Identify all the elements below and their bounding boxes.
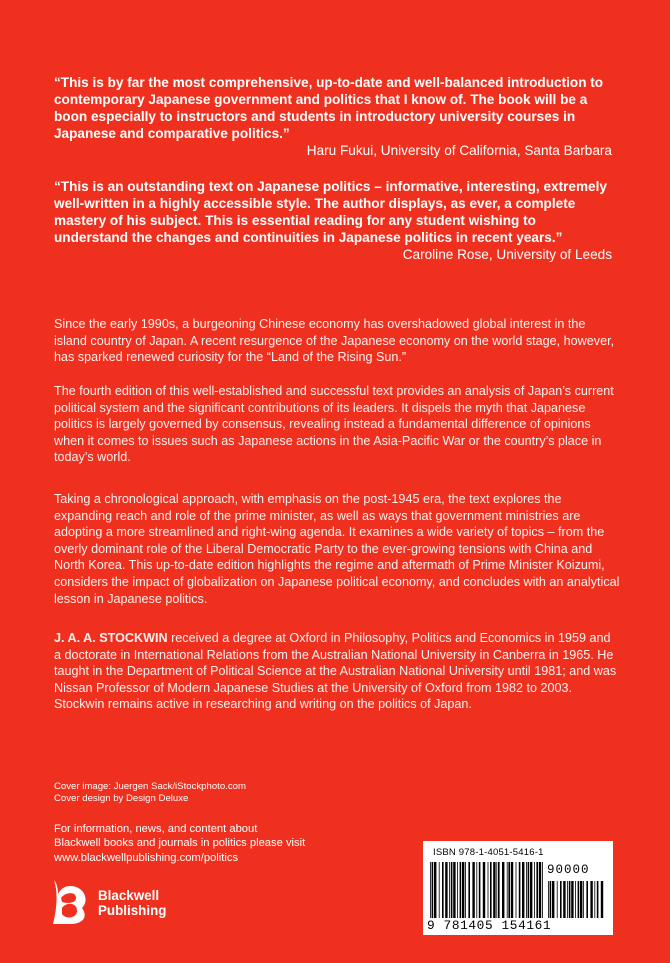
price-code: 90000 xyxy=(547,863,590,877)
publisher-name xyxy=(98,888,166,918)
description-paragraph-1: Since the early 1990s, a burgeoning Chinese economy has overshadowed global interest in the island country of Japan. A recent resurgence of the Japanese economy on the world stage, however, has sparked renewed curiosity for the “Land of the Rising Sun.” xyxy=(54,317,615,365)
publisher-logo xyxy=(48,878,188,926)
quote-text: “This is an outstanding text on Japanese politics – informative, interesting, extremely well-written in a highly accessible style. The author displays, as ever, a complete mastery of his subject. This is essential reading for any student wishing to understand the changes and continuities in Japanese politics in recent years.” xyxy=(54,179,607,245)
isbn-barcode xyxy=(423,841,613,935)
info-line-1: For information, news, and content about xyxy=(54,823,258,835)
quote-attribution: Haru Fukui, University of California, Santa Barbara xyxy=(306,143,612,158)
review-quote-1 xyxy=(54,74,612,159)
author-name: J. A. A. STOCKWIN xyxy=(54,631,168,645)
ean-barcode-icon xyxy=(429,862,545,918)
quote-attribution: Caroline Rose, University of Leeds xyxy=(402,247,612,262)
addon-barcode-icon xyxy=(547,881,605,918)
description-paragraph-2: The fourth edition of this well-established and successful text provides an analysis of Japan’s current political system and the significant contributions of its leaders. It dispels the myth that Japanese politics is largely governed by consensus, revealing instead a fundamental difference of opinions when it comes to issues such as Japanese actions in the Asia-Pacific War or the country’s place in today’s world. xyxy=(54,384,614,465)
info-line-2: Blackwell books and journals in politics please visit xyxy=(54,837,306,850)
publisher-info xyxy=(54,822,305,865)
cover-credits xyxy=(54,781,246,805)
publisher-name-line-1: Blackwell xyxy=(98,888,160,903)
author-bio-text: received a degree at Oxford in Philosophy, Politics and Economics in 1959 and a doctorate in International Relations from the Australian National University in Canberra in 1965. He taught in the Department of Political Science at the Australian National University until 1981; and was Nissan Professor of Modern Japanese Studies at the University of Oxford from 1982 to 2003. Stockwin remains active in researching and writing on the politics of Japan. xyxy=(54,631,617,712)
author-bio xyxy=(54,630,620,713)
cover-design-credit: Cover design by Design Deluxe xyxy=(54,793,189,804)
cover-image-credit: Cover image: Juergen Sack/iStockphoto.com xyxy=(54,781,246,792)
isbn-label: ISBN 978-1-4051-5416-1 xyxy=(433,847,544,858)
review-quote-2 xyxy=(54,178,612,263)
website-link[interactable]: www.blackwellpublishing.com/politics xyxy=(54,851,239,864)
description-paragraph-3: Taking a chronological approach, with emphasis on the post-1945 era, the text explores the expanding reach and role of the prime minister, as well as ways that government ministries are adopting a more streamlined and right-wing agenda. It examines a wide variety of topics – from the overly dominant role of the Liberal Democratic Party to the ever-growing tensions with China and North Korea. This up-to-date edition highlights the regime and aftermath of Prime Minister Koizumi, considers the impact of globalization on Japanese political economy, and concludes with an analytical lesson in Japanese politics. xyxy=(54,492,620,606)
quote-text: “This is by far the most comprehensive, up-to-date and well-balanced introduction to contemporary Japanese government and politics that I know of. The book will be a boon especially to instructors and students in introductory university courses in Japanese and comparative politics.” xyxy=(54,75,604,141)
publisher-name-line-2: Publishing xyxy=(98,903,167,918)
blackwell-b-logo-icon xyxy=(48,878,92,926)
barcode-digits: 9 781405 154161 xyxy=(427,918,552,933)
